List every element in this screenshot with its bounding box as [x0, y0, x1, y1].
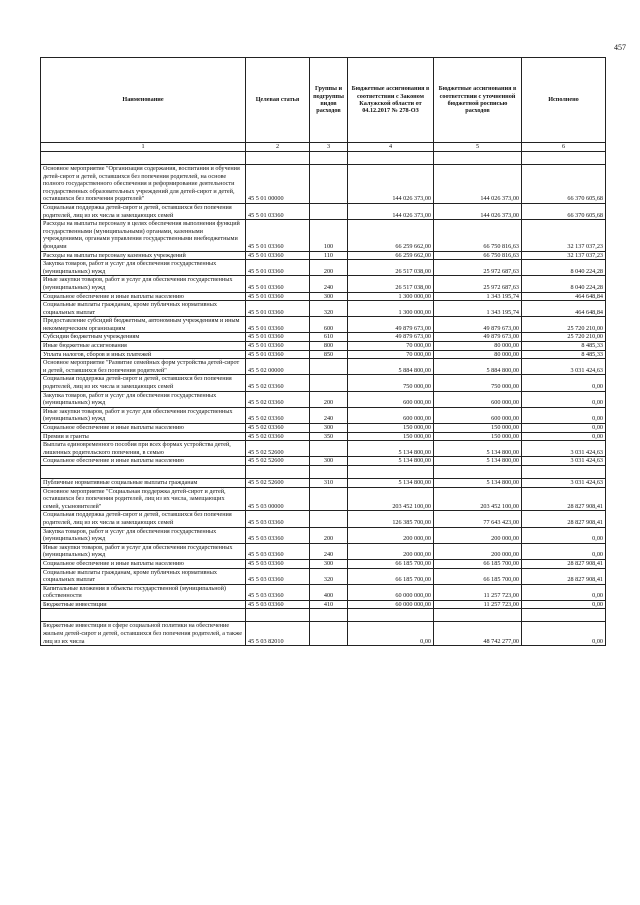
header-executed: Исполнено: [522, 58, 606, 143]
header-expense-groups: Группы и подгруппы видов расходов: [310, 58, 348, 143]
row-target-article: 45 5 02 03360: [246, 407, 310, 423]
row-expense-group: [310, 511, 348, 527]
row-law-amount: 5 134 800,00: [348, 478, 434, 487]
row-expense-group: 400: [310, 584, 348, 600]
row-law-amount: 144 026 373,00: [348, 203, 434, 219]
table-row: [41, 527, 606, 543]
table-row: [41, 292, 606, 301]
table-row: [41, 350, 606, 359]
row-name: Уплата налогов, сборов и иных платежей: [41, 350, 246, 359]
row-target-article: 45 5 03 03360: [246, 559, 310, 568]
row-executed-amount: 28 827 908,41: [522, 487, 606, 511]
row-name: Иные бюджетные ассигнования: [41, 342, 246, 351]
row-revised-amount: 150 000,00: [434, 424, 522, 433]
row-name: Основное мероприятие "Развитие семейных форм устройства детей-сирот и детей, оставшихся без попечения родителей": [41, 359, 246, 375]
row-name: Бюджетные инвестиции в сфере социальной политики на обеспечение жильем детей-сирот и детей, оставшихся без попечения родителей, а также лиц из их числа: [41, 622, 246, 646]
row-executed-amount: 32 137 037,23: [522, 220, 606, 251]
table-row: [41, 584, 606, 600]
row-name: Иные закупки товаров, работ и услуг для обеспечения государственных (муниципальных) нужд: [41, 543, 246, 559]
table-row: [41, 600, 606, 609]
row-expense-group: 310: [310, 478, 348, 487]
row-target-article: 45 5 01 03360: [246, 350, 310, 359]
header-name: Наименование: [41, 58, 246, 143]
row-revised-amount: 66 185 700,00: [434, 568, 522, 584]
row-revised-amount: 150 000,00: [434, 432, 522, 441]
row-expense-group: 240: [310, 543, 348, 559]
table-row: [41, 622, 606, 646]
row-law-amount: 66 259 662,00: [348, 220, 434, 251]
row-revised-amount: 203 452 100,00: [434, 487, 522, 511]
row-name: Предоставление субсидий бюджетным, автономным учреждениям и иным некоммерческим организациям: [41, 317, 246, 333]
row-target-article: 45 5 01 03360: [246, 251, 310, 260]
row-executed-amount: 66 370 605,68: [522, 203, 606, 219]
row-target-article: 45 5 03 00000: [246, 487, 310, 511]
row-revised-amount: 25 972 687,63: [434, 260, 522, 276]
row-law-amount: 70 000,00: [348, 342, 434, 351]
table-row: [41, 260, 606, 276]
row-revised-amount: 200 000,00: [434, 527, 522, 543]
row-executed-amount: 8 040 224,28: [522, 260, 606, 276]
row-executed-amount: 464 648,84: [522, 292, 606, 301]
row-name: Закупка товаров, работ и услуг для обеспечения государственных (муниципальных) нужд: [41, 391, 246, 407]
row-law-amount: 49 879 673,00: [348, 333, 434, 342]
row-revised-amount: 49 879 673,00: [434, 333, 522, 342]
row-executed-amount: 3 031 424,63: [522, 478, 606, 487]
table-row: [41, 543, 606, 559]
page-number: 457: [614, 43, 626, 52]
row-expense-group: 320: [310, 568, 348, 584]
row-target-article: 45 5 02 00000: [246, 359, 310, 375]
row-revised-amount: 750 000,00: [434, 375, 522, 391]
row-law-amount: 26 517 038,00: [348, 276, 434, 292]
column-number: 4: [348, 143, 434, 152]
table-row: [41, 276, 606, 292]
row-revised-amount: 11 257 723,00: [434, 584, 522, 600]
row-law-amount: 5 884 800,00: [348, 359, 434, 375]
row-target-article: 45 5 03 82010: [246, 622, 310, 646]
row-revised-amount: 80 000,00: [434, 342, 522, 351]
table-row: [41, 342, 606, 351]
row-expense-group: 300: [310, 424, 348, 433]
row-executed-amount: 3 031 424,63: [522, 441, 606, 457]
row-name: Премии и гранты: [41, 432, 246, 441]
row-name: Социальная поддержка детей-сирот и детей, оставшихся без попечения родителей, лиц из их числа и замещающих семей: [41, 203, 246, 219]
row-name: Социальные выплаты гражданам, кроме публичных нормативных социальных выплат: [41, 568, 246, 584]
row-expense-group: 350: [310, 432, 348, 441]
row-revised-amount: 49 879 673,00: [434, 317, 522, 333]
row-name: Социальное обеспечение и иные выплаты населению: [41, 424, 246, 433]
row-revised-amount: 66 750 816,63: [434, 251, 522, 260]
row-target-article: 45 5 02 52600: [246, 457, 310, 466]
table-row: [41, 391, 606, 407]
row-expense-group: 320: [310, 301, 348, 317]
table-row: [41, 432, 606, 441]
row-expense-group: 850: [310, 350, 348, 359]
row-expense-group: 110: [310, 251, 348, 260]
row-target-article: 45 5 01 03360: [246, 317, 310, 333]
header-revised-allocations: Бюджетные ассигнования в соответствии с уточненной бюджетной росписью расходов: [434, 58, 522, 143]
row-law-amount: 26 517 038,00: [348, 260, 434, 276]
row-law-amount: 200 000,00: [348, 527, 434, 543]
column-number: 1: [41, 143, 246, 152]
row-expense-group: 300: [310, 559, 348, 568]
row-executed-amount: 28 827 908,41: [522, 559, 606, 568]
row-expense-group: 240: [310, 407, 348, 423]
row-expense-group: [310, 375, 348, 391]
row-revised-amount: 1 343 195,74: [434, 292, 522, 301]
row-executed-amount: 25 720 210,00: [522, 333, 606, 342]
row-expense-group: 240: [310, 276, 348, 292]
row-name: Социальная поддержка детей-сирот и детей, оставшихся без попечения родителей, лиц из их числа и замещающих семей: [41, 375, 246, 391]
row-target-article: 45 5 01 03360: [246, 220, 310, 251]
row-executed-amount: 3 031 424,63: [522, 457, 606, 466]
table-row: [41, 568, 606, 584]
row-executed-amount: 28 827 908,41: [522, 511, 606, 527]
table-row: [41, 424, 606, 433]
row-executed-amount: 0,00: [522, 600, 606, 609]
row-law-amount: 66 259 662,00: [348, 251, 434, 260]
row-revised-amount: 48 742 277,00: [434, 622, 522, 646]
row-law-amount: 126 385 700,00: [348, 511, 434, 527]
row-name: Иные закупки товаров, работ и услуг для обеспечения государственных (муниципальных) нужд: [41, 276, 246, 292]
budget-table: [40, 57, 606, 646]
row-expense-group: [310, 622, 348, 646]
row-target-article: 45 5 02 03360: [246, 375, 310, 391]
table-row: [41, 559, 606, 568]
row-revised-amount: 200 000,00: [434, 543, 522, 559]
row-revised-amount: 66 185 700,00: [434, 559, 522, 568]
row-name: Выплата единовременного пособия при всех формах устройства детей, лишенных родительского попечения, в семью: [41, 441, 246, 457]
spacer-row: [41, 152, 606, 165]
row-expense-group: 300: [310, 292, 348, 301]
row-revised-amount: 600 000,00: [434, 407, 522, 423]
row-name: Основное мероприятие "Социальная поддержка детей-сирот и детей, оставшихся без попечения родителей, лиц из их числа, замещающих семей, усыновителей": [41, 487, 246, 511]
table-row: [41, 457, 606, 466]
row-expense-group: [310, 359, 348, 375]
row-expense-group: 200: [310, 391, 348, 407]
row-executed-amount: 0,00: [522, 391, 606, 407]
row-executed-amount: 0,00: [522, 584, 606, 600]
row-name: Социальные выплаты гражданам, кроме публичных нормативных социальных выплат: [41, 301, 246, 317]
spacer-row: [41, 609, 606, 622]
row-target-article: 45 5 01 03360: [246, 292, 310, 301]
row-name: Расходы на выплаты персоналу в целях обеспечения выполнения функций государственными (муниципальными) органами, казенными учреждениями, органами управления государственными внебюджетными фондами: [41, 220, 246, 251]
row-revised-amount: 77 643 423,00: [434, 511, 522, 527]
row-name: Основное мероприятие "Организация содержания, воспитания и обучения детей-сирот и детей, оставшихся без попечения родителей, на основе полного государственного обеспечения и реформирование деятельности государственных образовательных учреждений для детей-сирот и детей, оставшихся без попечения родителей": [41, 165, 246, 204]
row-executed-amount: 32 137 037,23: [522, 251, 606, 260]
row-target-article: 45 5 02 03360: [246, 391, 310, 407]
row-name: Бюджетные инвестиции: [41, 600, 246, 609]
row-executed-amount: 8 040 224,28: [522, 276, 606, 292]
header-row: [41, 58, 606, 143]
row-revised-amount: 5 134 800,00: [434, 457, 522, 466]
row-name: Иные закупки товаров, работ и услуг для обеспечения государственных (муниципальных) нужд: [41, 407, 246, 423]
row-expense-group: 200: [310, 260, 348, 276]
row-target-article: 45 5 01 00000: [246, 165, 310, 204]
row-revised-amount: 5 134 800,00: [434, 478, 522, 487]
table-row: [41, 359, 606, 375]
row-law-amount: 1 300 000,00: [348, 292, 434, 301]
row-name: Социальное обеспечение и иные выплаты населению: [41, 292, 246, 301]
row-target-article: 45 5 01 03360: [246, 301, 310, 317]
row-law-amount: 150 000,00: [348, 432, 434, 441]
table-row: [41, 487, 606, 511]
row-expense-group: 100: [310, 220, 348, 251]
row-law-amount: 750 000,00: [348, 375, 434, 391]
table-row: [41, 333, 606, 342]
row-law-amount: 144 026 373,00: [348, 165, 434, 204]
row-revised-amount: 5 134 800,00: [434, 441, 522, 457]
table-row: [41, 441, 606, 457]
row-name: Социальное обеспечение и иные выплаты населению: [41, 559, 246, 568]
row-law-amount: 5 134 800,00: [348, 457, 434, 466]
row-executed-amount: 0,00: [522, 407, 606, 423]
row-executed-amount: 0,00: [522, 432, 606, 441]
row-executed-amount: 464 648,84: [522, 301, 606, 317]
row-revised-amount: 1 343 195,74: [434, 301, 522, 317]
row-law-amount: 600 000,00: [348, 407, 434, 423]
row-executed-amount: 3 031 424,63: [522, 359, 606, 375]
row-target-article: 45 5 03 03360: [246, 527, 310, 543]
row-target-article: 45 5 03 03360: [246, 584, 310, 600]
column-number: 2: [246, 143, 310, 152]
table-body: [41, 165, 606, 646]
row-name: Капитальные вложения в объекты государственной (муниципальной) собственности: [41, 584, 246, 600]
row-name: Социальное обеспечение и иные выплаты населению: [41, 457, 246, 466]
row-name: Публичные нормативные социальные выплаты гражданам: [41, 478, 246, 487]
table-row: [41, 251, 606, 260]
row-expense-group: 600: [310, 317, 348, 333]
row-target-article: 45 5 01 03360: [246, 203, 310, 219]
row-target-article: 45 5 02 03360: [246, 424, 310, 433]
row-law-amount: 0,00: [348, 622, 434, 646]
row-name: Субсидии бюджетным учреждениям: [41, 333, 246, 342]
row-expense-group: [310, 487, 348, 511]
column-numbers-row: [41, 143, 606, 152]
row-revised-amount: 25 972 687,63: [434, 276, 522, 292]
row-law-amount: 150 000,00: [348, 424, 434, 433]
row-executed-amount: 0,00: [522, 375, 606, 391]
row-executed-amount: 0,00: [522, 543, 606, 559]
table-row: [41, 165, 606, 204]
column-number: 5: [434, 143, 522, 152]
row-law-amount: 203 452 100,00: [348, 487, 434, 511]
row-executed-amount: 66 370 605,68: [522, 165, 606, 204]
row-revised-amount: 80 000,00: [434, 350, 522, 359]
row-law-amount: 5 134 800,00: [348, 441, 434, 457]
row-law-amount: 60 000 000,00: [348, 600, 434, 609]
row-law-amount: 70 000,00: [348, 350, 434, 359]
column-number: 3: [310, 143, 348, 152]
row-law-amount: 66 185 700,00: [348, 559, 434, 568]
row-revised-amount: 11 257 723,00: [434, 600, 522, 609]
row-target-article: 45 5 02 52600: [246, 441, 310, 457]
header-law-allocations: Бюджетные ассигнования в соответствии с Законом Калужской области от 04.12.2017 № 278-ОЗ: [348, 58, 434, 143]
row-target-article: 45 5 03 03360: [246, 511, 310, 527]
row-name: Расходы на выплаты персоналу казенных учреждений: [41, 251, 246, 260]
row-executed-amount: 8 485,33: [522, 342, 606, 351]
row-executed-amount: 25 720 210,00: [522, 317, 606, 333]
spacer-row: [41, 465, 606, 478]
row-executed-amount: 28 827 908,41: [522, 568, 606, 584]
row-revised-amount: 600 000,00: [434, 391, 522, 407]
row-executed-amount: 0,00: [522, 424, 606, 433]
row-executed-amount: 0,00: [522, 622, 606, 646]
row-law-amount: 66 185 700,00: [348, 568, 434, 584]
row-target-article: 45 5 02 03360: [246, 432, 310, 441]
row-expense-group: 300: [310, 457, 348, 466]
row-target-article: 45 5 03 03360: [246, 543, 310, 559]
table-row: [41, 407, 606, 423]
table-row: [41, 511, 606, 527]
table-row: [41, 317, 606, 333]
row-expense-group: [310, 203, 348, 219]
table-row: [41, 478, 606, 487]
row-law-amount: 60 000 000,00: [348, 584, 434, 600]
table-row: [41, 220, 606, 251]
row-target-article: 45 5 01 03360: [246, 260, 310, 276]
row-target-article: 45 5 03 03360: [246, 600, 310, 609]
row-executed-amount: 0,00: [522, 527, 606, 543]
row-law-amount: 49 879 673,00: [348, 317, 434, 333]
row-name: Закупка товаров, работ и услуг для обеспечения государственных (муниципальных) нужд: [41, 527, 246, 543]
row-expense-group: [310, 441, 348, 457]
row-law-amount: 600 000,00: [348, 391, 434, 407]
row-target-article: 45 5 01 03360: [246, 276, 310, 292]
row-expense-group: 200: [310, 527, 348, 543]
row-executed-amount: 8 485,33: [522, 350, 606, 359]
row-revised-amount: 144 026 373,00: [434, 165, 522, 204]
table-row: [41, 375, 606, 391]
row-target-article: 45 5 01 03360: [246, 333, 310, 342]
row-target-article: 45 5 03 03360: [246, 568, 310, 584]
table-row: [41, 301, 606, 317]
row-revised-amount: 144 026 373,00: [434, 203, 522, 219]
row-expense-group: 410: [310, 600, 348, 609]
row-expense-group: 610: [310, 333, 348, 342]
row-law-amount: 200 000,00: [348, 543, 434, 559]
header-target-article: Целевая статья: [246, 58, 310, 143]
row-target-article: 45 5 02 52600: [246, 478, 310, 487]
column-number: 6: [522, 143, 606, 152]
row-expense-group: 800: [310, 342, 348, 351]
row-name: Социальная поддержка детей-сирот и детей, оставшихся без попечения родителей, лиц из их числа и замещающих семей: [41, 511, 246, 527]
row-name: Закупка товаров, работ и услуг для обеспечения государственных (муниципальных) нужд: [41, 260, 246, 276]
row-target-article: 45 5 01 03360: [246, 342, 310, 351]
row-law-amount: 1 300 000,00: [348, 301, 434, 317]
row-revised-amount: 66 750 816,63: [434, 220, 522, 251]
row-expense-group: [310, 165, 348, 204]
row-revised-amount: 5 884 800,00: [434, 359, 522, 375]
table-row: [41, 203, 606, 219]
